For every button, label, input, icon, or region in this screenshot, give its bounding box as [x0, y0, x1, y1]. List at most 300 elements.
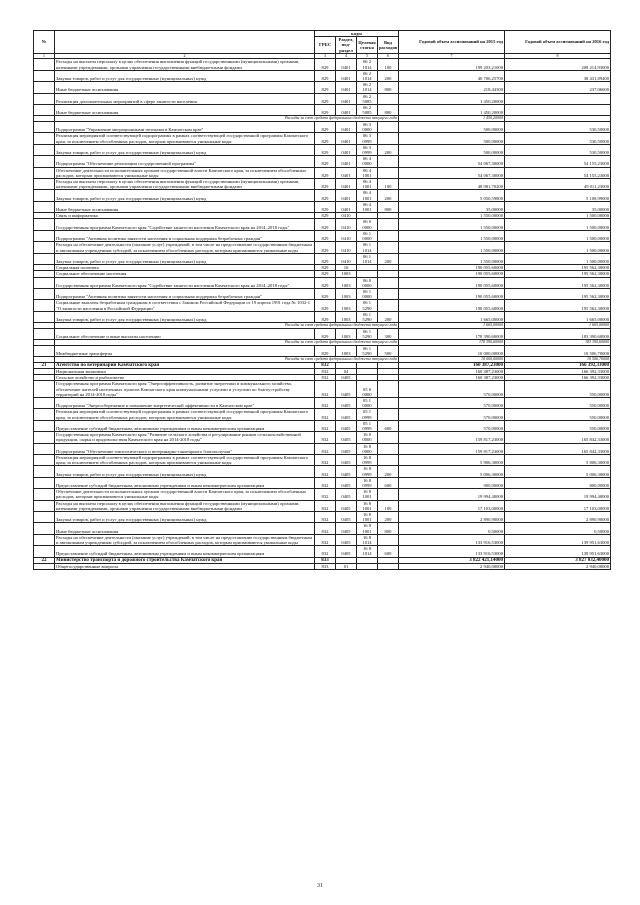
cell-name: Расходы на выплаты персоналу в целях обеспечения выполнения функций государственными (муниципальными) органами, казенными учреждениями, органами управления государственными внебюджетными фондами	[55, 500, 315, 511]
cell-name: Государственная программа Камчатского края "Энергоэффективность, развитие энергетики и коммунального хозяйства, обеспечение жителей населенных пунктов Камчатского края коммунальными услугами и услугами по благоустройству территорий на 2014-2018 годы"	[55, 381, 315, 398]
cell-razdel: 0405	[336, 466, 357, 477]
cell-grbs: 829	[315, 328, 336, 339]
table-row	[34, 82, 611, 93]
cell-target: 16 8 0000	[357, 443, 378, 454]
cell-amount-2015: 160 387,23000	[399, 375, 505, 381]
cell-no	[34, 328, 55, 339]
cell-no	[34, 311, 55, 322]
cell-vid	[378, 534, 399, 545]
cell-name: Иные бюджетные ассигнования	[55, 201, 315, 212]
table-row	[34, 523, 611, 534]
cell-vid	[378, 93, 399, 104]
header-target: Целевая статья	[357, 37, 378, 54]
table-row	[34, 546, 611, 557]
cell-amount-2016: 2 890,90000	[505, 512, 611, 523]
cell-vid: 200	[378, 311, 399, 322]
table-row	[34, 219, 611, 230]
cell-amount-2016: 10 506,70000	[505, 357, 611, 363]
cell-no	[34, 59, 55, 70]
cell-no	[34, 397, 55, 408]
cell-no	[34, 288, 55, 299]
cell-target: 06 2 1014	[357, 82, 378, 93]
cell-razdel: 0410	[336, 253, 357, 264]
cell-grbs: 832	[315, 381, 336, 398]
cell-amount-2015: 199 203,21000	[399, 59, 505, 70]
cell-grbs: 832	[315, 534, 336, 545]
table-row	[34, 179, 611, 190]
cell-grbs: 832	[315, 489, 336, 500]
cell-target: 16 8 1001	[357, 523, 378, 534]
cell-grbs: 829	[315, 156, 336, 167]
cell-amount-2016: 1 500,00000	[505, 253, 611, 264]
cell-no	[34, 345, 55, 356]
cell-amount-2016: 237,06600	[505, 82, 611, 93]
cell-razdel: 1003	[336, 271, 357, 277]
cell-name: Общегосударственные вопросы	[55, 563, 315, 569]
cell-vid	[378, 133, 399, 144]
table-row	[34, 397, 611, 408]
cell-name: Закупка товаров, работ и услуг для государственных (муниципальных) нужд	[55, 70, 315, 81]
cell-no	[34, 277, 55, 288]
cell-amount-2016: 183 390,60000	[505, 328, 611, 339]
cell-amount-2016: 530,50000	[505, 122, 611, 133]
cell-target: 06 2 1014	[357, 70, 378, 81]
cell-amount-2015: 500,00000	[399, 144, 505, 155]
cell-amount-2015: 178 390,60000	[399, 340, 505, 346]
cell-amount-2016: 195 562,30000	[505, 271, 611, 277]
table-row	[34, 122, 611, 133]
cell-amount-2016: 166 392,33000	[505, 368, 611, 374]
cell-grbs: 832	[315, 362, 336, 368]
cell-vid: 100	[378, 500, 399, 511]
cell-amount-2016: 166 392,33000	[505, 375, 611, 381]
cell-target: 06 2 5085	[357, 93, 378, 104]
cell-name: Расходы на обеспечение деятельности (оказание услуг) учреждений, в том числе на предоставление государственным бюджетным и автономным учреждениям субсидий, за исключением обособленных расходов, которым присваиваются уникальные коды	[55, 242, 315, 253]
cell-razdel: 0405	[336, 534, 357, 545]
cell-vid	[378, 167, 399, 178]
cell-razdel: 0405	[336, 443, 357, 454]
cell-vid: 200	[378, 466, 399, 477]
cell-razdel: 0405	[336, 489, 357, 500]
cell-amount-2015: 54 067,30000	[399, 167, 505, 178]
col-number: 8	[505, 53, 611, 59]
cell-amount-2015: 133 916,53000	[399, 546, 505, 557]
cell-name: Социальное обеспечение населения	[55, 271, 315, 277]
cell-target: 06 2 1014	[357, 59, 378, 70]
cell-amount-2016: 195 562,30000	[505, 300, 611, 311]
cell-name: Государственная программа Камчатского края "Содействие занятости населения Камчатского края на 2014–2018 годы"	[55, 219, 315, 230]
cell-grbs: 829	[315, 288, 336, 299]
cell-grbs: 829	[315, 345, 336, 356]
cell-grbs: 832	[315, 368, 336, 374]
cell-amount-2015: 500,00000	[399, 122, 505, 133]
cell-no	[34, 253, 55, 264]
cell-grbs: 829	[315, 105, 336, 116]
cell-amount-2016: 166 392,33000	[505, 362, 611, 368]
cell-amount-2016: 5 006,30000	[505, 466, 611, 477]
table-row	[34, 59, 611, 70]
cell-grbs: 829	[315, 59, 336, 70]
table-row	[34, 328, 611, 339]
cell-amount-2015: 5 050,59800	[399, 190, 505, 201]
cell-name: Министерство транспорта и дорожного строительства Камчатского края	[55, 557, 315, 563]
cell-razdel: 1003	[336, 300, 357, 311]
cell-amount-2016: 3 827 032,40000	[505, 557, 611, 563]
cell-amount-2015: 218,44300	[399, 82, 505, 93]
cell-vid	[378, 219, 399, 230]
cell-no	[34, 443, 55, 454]
cell-amount-2015: 1 450,20000	[399, 93, 505, 104]
cell-grbs: 829	[315, 265, 336, 271]
cell-note-text: Расходы за счет средств федерального бюджета текущего года	[55, 357, 399, 363]
cell-grbs: 829	[315, 167, 336, 178]
cell-target: 16 8 1001	[357, 489, 378, 500]
col-number: 5	[357, 53, 378, 59]
cell-target: 06 1 5290	[357, 300, 378, 311]
cell-grbs: 829	[315, 82, 336, 93]
cell-amount-2016: 1 665,00000	[505, 323, 611, 329]
cell-grbs: 829	[315, 230, 336, 241]
cell-amount-2015: 190 055,60000	[399, 271, 505, 277]
cell-razdel: 0401	[336, 144, 357, 155]
cell-no	[34, 563, 55, 569]
cell-grbs: 829	[315, 93, 336, 104]
cell-vid: 200	[378, 144, 399, 155]
cell-vid	[378, 242, 399, 253]
cell-grbs: 832	[315, 523, 336, 534]
cell-amount-2016: 49 011,23000	[505, 179, 611, 190]
cell-target: 06 3 0999	[357, 144, 378, 155]
cell-razdel: 1003	[336, 288, 357, 299]
cell-amount-2016: 5 108,99000	[505, 190, 611, 201]
cell-amount-2016: 165 842,33000	[505, 443, 611, 454]
cell-grbs: 832	[315, 420, 336, 431]
cell-no	[34, 190, 55, 201]
cell-grbs: 832	[315, 375, 336, 381]
table-row	[34, 105, 611, 116]
table-row	[34, 253, 611, 264]
cell-amount-2015: 54 067,30000	[399, 156, 505, 167]
table-row	[34, 489, 611, 500]
cell-vid	[378, 563, 399, 569]
cell-no	[34, 133, 55, 144]
cell-grbs: 829	[315, 242, 336, 253]
cell-razdel: 04	[336, 368, 357, 374]
cell-vid	[378, 381, 399, 398]
cell-name: Межбюджетные трансферты	[55, 345, 315, 356]
cell-no	[34, 477, 55, 488]
cell-target: 06 1 5290	[357, 311, 378, 322]
cell-note-text: Расходы за счет средств федерального бюджета текущего года	[55, 340, 399, 346]
cell-razdel: 0401	[336, 122, 357, 133]
table-row	[34, 381, 611, 398]
col-number: 4	[336, 53, 357, 59]
table-row	[34, 190, 611, 201]
cell-amount-2016: 2 940,00000	[505, 563, 611, 569]
cell-grbs: 833	[315, 563, 336, 569]
cell-vid	[378, 156, 399, 167]
cell-razdel: 0410	[336, 219, 357, 230]
cell-vid: 200	[378, 253, 399, 264]
cell-note-text: Расходы за счет средств федерального бюджета текущего года	[55, 323, 399, 329]
cell-amount-2015: 5 906,30000	[399, 454, 505, 465]
cell-grbs: 829	[315, 219, 336, 230]
cell-vid: 800	[378, 82, 399, 93]
cell-target: 06 1 1014	[357, 242, 378, 253]
cell-razdel: 1003	[336, 311, 357, 322]
cell-razdel: 0401	[336, 105, 357, 116]
cell-name: Расходы на выплаты персоналу в целях обеспечения выполнения функций государственными (муниципальными) органами, казенными учреждениями, органами управления государственными внебюджетными фондами	[55, 179, 315, 190]
table-row	[34, 167, 611, 178]
cell-no: 22	[34, 557, 55, 563]
table-row	[34, 144, 611, 155]
cell-grbs: 832	[315, 500, 336, 511]
cell-grbs: 832	[315, 466, 336, 477]
table-row	[34, 156, 611, 167]
cell-razdel: 0401	[336, 59, 357, 70]
cell-name: Иные бюджетные ассигнования	[55, 82, 315, 93]
cell-target: 06 3 0999	[357, 133, 378, 144]
cell-amount-2015: 35,00000	[399, 201, 505, 212]
col-number: 7	[399, 53, 505, 59]
cell-razdel: 0405	[336, 381, 357, 398]
cell-amount-2016: 800,00000	[505, 477, 611, 488]
cell-amount-2016: 550,00000	[505, 409, 611, 420]
cell-amount-2015: 160 387,23000	[399, 362, 505, 368]
cell-amount-2016: 5 806,30000	[505, 454, 611, 465]
cell-name: Подпрограмма "Управление миграционными потоками в Камчатском крае"	[55, 122, 315, 133]
header-codes-group: коды	[315, 31, 399, 37]
cell-grbs: 829	[315, 213, 336, 219]
cell-grbs: 829	[315, 122, 336, 133]
cell-grbs: 832	[315, 443, 336, 454]
cell-amount-2015: 1 550,00000	[399, 230, 505, 241]
cell-razdel: 0405	[336, 397, 357, 408]
cell-amount-2015: 5 006,30000	[399, 466, 505, 477]
cell-amount-2016: 19 994,40000	[505, 489, 611, 500]
cell-no	[34, 409, 55, 420]
cell-razdel: 0405	[336, 432, 357, 443]
cell-amount-2015: 1 550,00000	[399, 242, 505, 253]
cell-name: Связь и информатика	[55, 213, 315, 219]
cell-no	[34, 242, 55, 253]
table-row	[34, 563, 611, 569]
budget-page	[33, 30, 611, 570]
cell-grbs: 829	[315, 277, 336, 288]
cell-vid: 300	[378, 328, 399, 339]
cell-amount-2015: 570,00000	[399, 381, 505, 398]
cell-amount-2016: 530,50000	[505, 144, 611, 155]
header-name	[55, 31, 315, 54]
cell-grbs: 829	[315, 133, 336, 144]
cell-amount-2015: 19 994,40000	[399, 489, 505, 500]
cell-name: Социальная политика	[55, 265, 315, 271]
col-number: 3	[315, 53, 336, 59]
col-number: 6	[378, 53, 399, 59]
cell-vid: 200	[378, 512, 399, 523]
cell-amount-2015: 160 387,23000	[399, 368, 505, 374]
cell-no	[34, 534, 55, 545]
cell-amount-2015: 159 817,23000	[399, 443, 505, 454]
cell-amount-2015: 1 450,20000	[399, 116, 505, 122]
cell-amount-2016: 35,00000	[505, 201, 611, 212]
cell-vid: 500	[378, 345, 399, 356]
cell-razdel: 1003	[336, 328, 357, 339]
cell-target: 06 1 5290	[357, 345, 378, 356]
table-row	[34, 409, 611, 420]
cell-amount-2016: 165 842,33000	[505, 432, 611, 443]
table-row	[34, 230, 611, 241]
cell-razdel: 0401	[336, 93, 357, 104]
cell-amount-2016: 0,50000	[505, 523, 611, 534]
cell-amount-2015: 178 390,60000	[399, 328, 505, 339]
cell-target: 16 8 0999	[357, 454, 378, 465]
cell-target: 06 1 0000	[357, 230, 378, 241]
cell-amount-2015: 500,00000	[399, 133, 505, 144]
cell-target: 16 8 0999	[357, 477, 378, 488]
header-2016: Годовой объем ассигнований на 2016 год	[505, 31, 611, 54]
cell-no	[34, 381, 55, 398]
cell-razdel: 0410	[336, 213, 357, 219]
cell-vid	[378, 409, 399, 420]
cell-amount-2015: 1 550,00000	[399, 253, 505, 264]
cell-target: 16 8 1014	[357, 534, 378, 545]
cell-grbs: 829	[315, 179, 336, 190]
table-row	[34, 277, 611, 288]
cell-target: 06 1 5290	[357, 328, 378, 339]
cell-vid	[378, 454, 399, 465]
table-row	[34, 311, 611, 322]
cell-name: Расходы на выплаты персоналу в целях обеспечения выполнения функций государственными (муниципальными) органами, казенными учреждениями, органами управления государственными внебюджетными фондами	[55, 59, 315, 70]
cell-target: 16 8 1001	[357, 512, 378, 523]
cell-grbs: 829	[315, 70, 336, 81]
cell-target: 05 1 0000	[357, 397, 378, 408]
cell-amount-2015: 40 706,25700	[399, 70, 505, 81]
cell-target: 06 4 1001	[357, 179, 378, 190]
cell-vid: 200	[378, 190, 399, 201]
cell-grbs: 832	[315, 454, 336, 465]
cell-name: Реализация дополнительных мероприятий в сфере занятости населения	[55, 93, 315, 104]
table-row	[34, 300, 611, 311]
cell-amount-2016: 1 500,00000	[505, 219, 611, 230]
cell-razdel: 0410	[336, 230, 357, 241]
table-row	[34, 288, 611, 299]
cell-amount-2016: 550,00000	[505, 397, 611, 408]
cell-razdel: 0405	[336, 375, 357, 381]
cell-amount-2016: 10 506,70000	[505, 345, 611, 356]
cell-amount-2016: 1 500,00000	[505, 213, 611, 219]
cell-razdel: 0405	[336, 454, 357, 465]
cell-razdel: 0401	[336, 179, 357, 190]
cell-vid	[378, 122, 399, 133]
cell-amount-2016: 550,00000	[505, 381, 611, 398]
header-vid: Вид расходов	[378, 37, 399, 54]
cell-grbs: 832	[315, 512, 336, 523]
cell-amount-2016: 38 431,89400	[505, 70, 611, 81]
cell-vid: 600	[378, 420, 399, 431]
cell-target: 06 1 0000	[357, 288, 378, 299]
cell-target: 06 0 0000	[357, 277, 378, 288]
cell-razdel: 0401	[336, 156, 357, 167]
cell-razdel: 0401	[336, 70, 357, 81]
cell-amount-2016: 530,50000	[505, 133, 611, 144]
cell-no	[34, 156, 55, 167]
cell-razdel: 0405	[336, 420, 357, 431]
cell-amount-2015: 1 550,00000	[399, 213, 505, 219]
header-razdel: Раздел, под-раздел	[336, 37, 357, 54]
cell-name: Иные бюджетные ассигнования	[55, 523, 315, 534]
cell-amount-2015: 570,00000	[399, 409, 505, 420]
budget-rows	[34, 59, 611, 570]
cell-amount-2015: 133 916,53000	[399, 534, 505, 545]
cell-name: Иные бюджетные ассигнования	[55, 105, 315, 116]
cell-name: Закупка товаров, работ и услуг для государственных (муниципальных) нужд	[55, 466, 315, 477]
page-number: 31	[317, 883, 323, 889]
cell-vid: 800	[378, 201, 399, 212]
cell-vid: 800	[378, 105, 399, 116]
cell-amount-2016: 139 951,63000	[505, 546, 611, 557]
cell-no	[34, 70, 55, 81]
table-row	[34, 242, 611, 253]
cell-amount-2016: 195 562,30000	[505, 288, 611, 299]
cell-amount-2015: 1 450,20000	[399, 105, 505, 116]
cell-grbs: 832	[315, 397, 336, 408]
cell-grbs: 829	[315, 190, 336, 201]
cell-name: Социальные выплаты безработным гражданам в соответствии с Законом Российской Федерации от 19 апреля 1991 года № 1032-1 "О занятости населения в Российской Федерации"	[55, 300, 315, 311]
cell-grbs: 829	[315, 311, 336, 322]
cell-vid: 100	[378, 59, 399, 70]
cell-name: Реализация мероприятий соответствующей подпрограммы в рамках соответствующей государственной программы Камчатского края, за исключением обособленных расходов, которым присваиваются уникальные коды	[55, 133, 315, 144]
cell-amount-2016: 54 155,23000	[505, 156, 611, 167]
cell-name: Предоставление субсидий бюджетным, автономным учреждениям и иным некоммерческим организациям	[55, 546, 315, 557]
col-number: 2	[55, 53, 315, 59]
cell-target: 06 4 0000	[357, 156, 378, 167]
cell-name: Закупка товаров, работ и услуг для государственных (муниципальных) нужд	[55, 512, 315, 523]
cell-amount-2015: 570,00000	[399, 420, 505, 431]
cell-name: Сельское хозяйство и рыболовство	[55, 375, 315, 381]
cell-grbs: 829	[315, 201, 336, 212]
cell-amount-2015: 1 665,00000	[399, 323, 505, 329]
cell-vid	[378, 300, 399, 311]
cell-amount-2015: 0,50000	[399, 523, 505, 534]
header-no: №	[34, 31, 55, 54]
table-row	[34, 477, 611, 488]
cell-vid	[378, 489, 399, 500]
cell-amount-2016: 550,00000	[505, 420, 611, 431]
cell-name: Национальная экономика	[55, 368, 315, 374]
cell-no	[34, 144, 55, 155]
cell-razdel: 0405	[336, 512, 357, 523]
cell-no	[34, 512, 55, 523]
cell-no	[34, 420, 55, 431]
cell-amount-2016: 195 562,30000	[505, 265, 611, 271]
cell-razdel: 0405	[336, 546, 357, 557]
cell-vid: 600	[378, 477, 399, 488]
cell-amount-2016: 54 155,23000	[505, 167, 611, 178]
cell-razdel: 1003	[336, 345, 357, 356]
cell-no	[34, 82, 55, 93]
cell-name: Закупка товаров, работ и услуг для государственных (муниципальных) нужд	[55, 253, 315, 264]
cell-razdel: 0405	[336, 409, 357, 420]
cell-no	[34, 122, 55, 133]
table-row	[34, 70, 611, 81]
cell-grbs: 832	[315, 432, 336, 443]
cell-amount-2015: 159 817,23000	[399, 432, 505, 443]
cell-amount-2015: 10 000,00000	[399, 345, 505, 356]
cell-amount-2016: 1 665,00000	[505, 311, 611, 322]
cell-name: Предоставление субсидий бюджетным, автономным учреждениям и иным некоммерческим организациям	[55, 477, 315, 488]
cell-vid	[378, 432, 399, 443]
